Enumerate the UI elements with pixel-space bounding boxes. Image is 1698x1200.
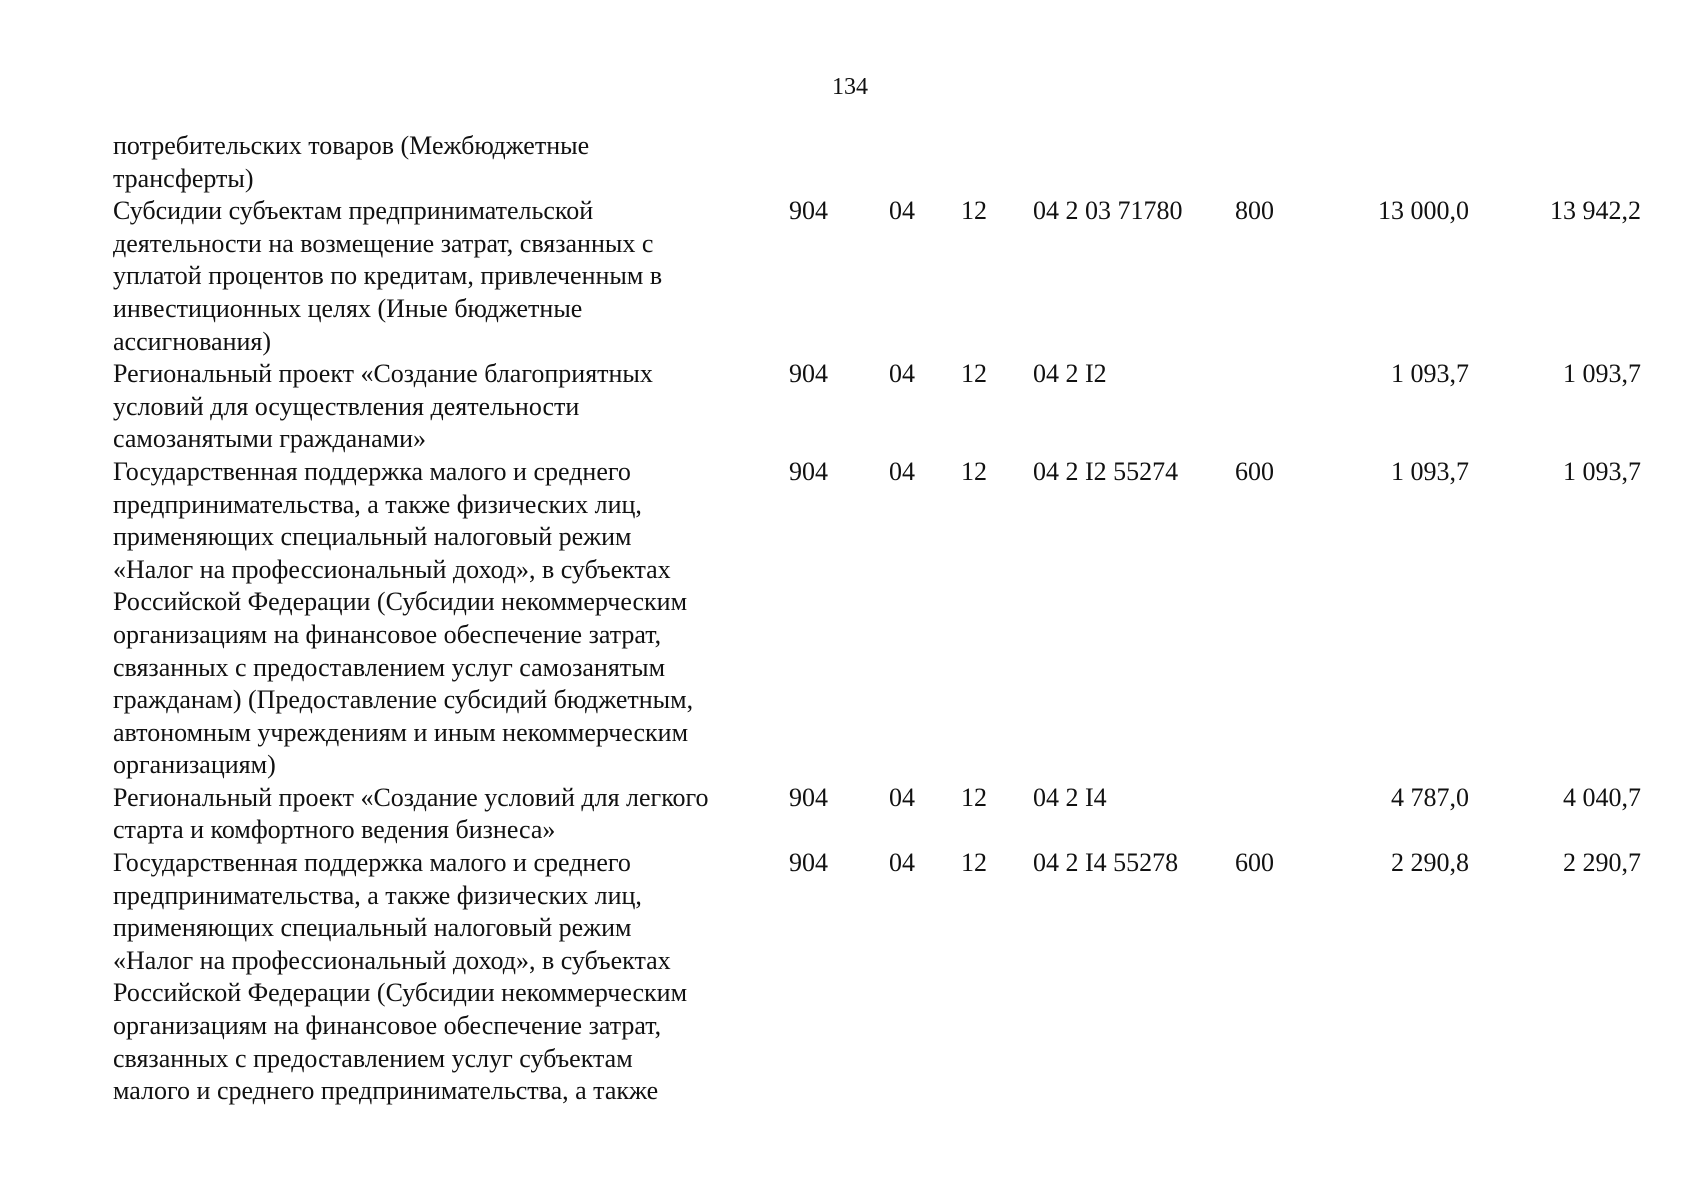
description-cell (113, 195, 789, 358)
description-line: «Налог на профессиональный доход», в субъектах (113, 945, 671, 975)
amount-year2-cell: 4 040,7 (1563, 782, 1641, 812)
section-code-cell: 04 (889, 196, 915, 226)
amount-year1-cell (1315, 130, 1469, 195)
subsection-code-cell: 12 (961, 196, 987, 226)
amount-year2-cell: 13 942,2 (1550, 196, 1641, 226)
target-article-cell: 04 2 03 71780 (1033, 196, 1183, 226)
description-line: ассигнования) (113, 326, 272, 356)
subsection-code-cell: 12 (961, 848, 987, 878)
amount-year2-cell: 2 290,7 (1563, 848, 1641, 878)
table-row (113, 358, 1641, 456)
target-article-cell (1033, 130, 1235, 195)
description-line: автономным учреждениям и иным некоммерческим (113, 717, 689, 747)
amount-year1-cell: 2 290,8 (1391, 848, 1469, 878)
description-line: Российской Федерации (Субсидии некоммерческим (113, 978, 688, 1008)
description-line: Региональный проект «Создание благоприятных (113, 359, 653, 389)
description-line: уплатой процентов по кредитам, привлеченным в (113, 261, 663, 291)
description-line: связанных с предоставлением услуг субъектам (113, 1043, 633, 1073)
description-line: гражданам) (Предоставление субсидий бюджетным, (113, 685, 694, 715)
target-article-cell: 04 2 I4 55278 (1033, 848, 1179, 878)
description-cell (113, 456, 789, 782)
table-body (113, 130, 1641, 1108)
ved-code-cell: 904 (789, 359, 828, 389)
amount-year2-cell (1469, 130, 1641, 195)
expense-type-cell (1235, 782, 1315, 847)
ved-code-cell: 904 (789, 456, 828, 486)
description-line: Российской Федерации (Субсидии некоммерческим (113, 587, 688, 617)
description-line: применяющих специальный налоговый режим (113, 522, 632, 552)
description-line: деятельности на возмещение затрат, связанных с (113, 228, 654, 258)
table-row (113, 782, 1641, 847)
section-code-cell: 04 (889, 848, 915, 878)
table-row (113, 195, 1641, 358)
description-cell (113, 358, 789, 456)
description-line: предпринимательства, а также физических лиц, (113, 489, 642, 519)
section-code-cell: 04 (889, 456, 915, 486)
description-line: условий для осуществления деятельности (113, 391, 580, 421)
subsection-code-cell (961, 130, 1033, 195)
amount-year1-cell: 4 787,0 (1391, 782, 1469, 812)
amount-year1-cell: 1 093,7 (1391, 359, 1469, 389)
subsection-code-cell: 12 (961, 359, 987, 389)
page-number: 134 (832, 74, 868, 100)
expense-type-cell (1235, 358, 1315, 456)
description-line: связанных с предоставлением услуг самозанятым (113, 652, 666, 682)
description-line: трансферты) (113, 163, 254, 193)
section-code-cell: 04 (889, 782, 915, 812)
ved-code-cell: 904 (789, 782, 828, 812)
description-line: Государственная поддержка малого и среднего (113, 848, 631, 878)
description-line: Региональный проект «Создание условий для легкого (113, 782, 709, 812)
table-row (113, 847, 1641, 1108)
ved-code-cell (789, 130, 889, 195)
section-code-cell (889, 130, 961, 195)
description-line: Субсидии субъектам предпринимательской (113, 196, 594, 226)
expense-type-cell: 600 (1235, 456, 1274, 486)
description-line: потребительских товаров (Межбюджетные (113, 131, 590, 160)
description-cell (113, 847, 789, 1108)
target-article-cell: 04 2 I4 (1033, 782, 1107, 812)
description-line: Государственная поддержка малого и среднего (113, 456, 631, 486)
description-line: старта и комфортного ведения бизнеса» (113, 815, 556, 845)
amount-year1-cell: 13 000,0 (1378, 196, 1469, 226)
ved-code-cell: 904 (789, 196, 828, 226)
section-code-cell: 04 (889, 359, 915, 389)
description-line: «Налог на профессиональный доход», в субъектах (113, 554, 671, 584)
amount-year2-cell: 1 093,7 (1563, 359, 1641, 389)
description-line: применяющих специальный налоговый режим (113, 913, 632, 943)
description-cell (113, 782, 789, 847)
table-row (113, 456, 1641, 782)
subsection-code-cell: 12 (961, 782, 987, 812)
table-row (113, 130, 1641, 195)
description-line: малого и среднего предпринимательства, а также (113, 1076, 659, 1106)
description-line: организациям на финансовое обеспечение затрат, (113, 619, 662, 649)
expense-type-cell (1235, 130, 1315, 195)
subsection-code-cell: 12 (961, 456, 987, 486)
expense-type-cell: 600 (1235, 848, 1274, 878)
description-cell (113, 130, 789, 195)
ved-code-cell: 904 (789, 848, 828, 878)
description-line: организациям на финансовое обеспечение затрат, (113, 1011, 662, 1041)
description-line: предпринимательства, а также физических лиц, (113, 880, 642, 910)
description-line: самозанятыми гражданами» (113, 424, 426, 454)
budget-table (113, 130, 1641, 1108)
description-line: инвестиционных целях (Иные бюджетные (113, 293, 583, 323)
description-line: организациям) (113, 750, 276, 780)
target-article-cell: 04 2 I2 (1033, 359, 1107, 389)
amount-year2-cell: 1 093,7 (1563, 456, 1641, 486)
target-article-cell: 04 2 I2 55274 (1033, 456, 1179, 486)
expense-type-cell: 800 (1235, 196, 1274, 226)
amount-year1-cell: 1 093,7 (1391, 456, 1469, 486)
